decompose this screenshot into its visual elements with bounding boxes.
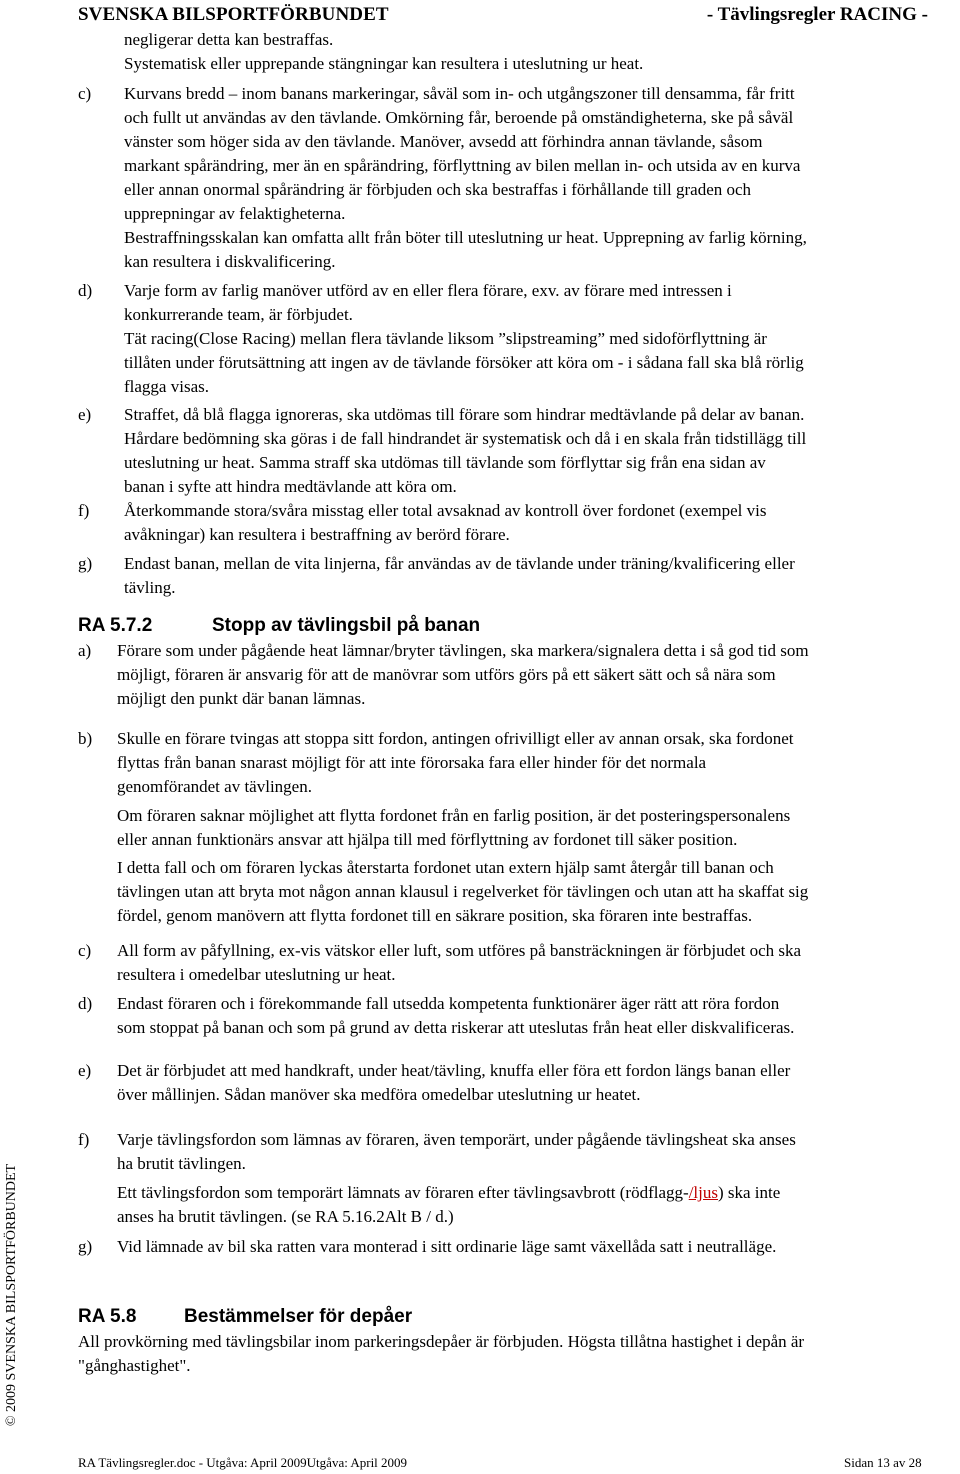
header-document-title: - Tävlingsregler RACING -	[706, 4, 928, 25]
body-line: tävlingen utan att bryta mot någon annan klausul i regelverket för tävlingen och utan att ha skaffat sig	[117, 882, 809, 901]
body-line: över mållinjen. Sådan manöver ska medföra omedelbar uteslutning ur heatet.	[117, 1085, 641, 1104]
item-label: g)	[78, 1237, 93, 1256]
body-line: Återkommande stora/svåra misstag eller total avsaknad av kontroll över fordonet (exempel vis	[124, 501, 767, 520]
section-title: Stopp av tävlingsbil på banan	[212, 615, 481, 636]
body-line: genomförandet av tävlingen.	[117, 777, 312, 796]
item-label: c)	[78, 941, 92, 960]
body-line	[117, 1181, 780, 1205]
body-line: Tät racing(Close Racing) mellan flera tävlande liksom ”slipstreaming” med sidoförflyttning är	[124, 329, 767, 348]
body-line: eller annan funktionärs ansvar att hjälpa till med förflyttning av fordonet till säker position.	[117, 830, 738, 849]
body-line: All form av påfyllning, ex-vis vätskor eller luft, som utföres på bansträckningen är förbjudet och ska	[117, 941, 802, 960]
body-line: uteslutning ur heat. Samma straff ska utdömas till tävlande som förflyttar sig från ena sidan av	[124, 453, 766, 472]
body-text: ) ska inte	[717, 1183, 781, 1202]
body-line: fördel, genom manövern att flytta fordonet till en säkrare position, ska föraren inte bestraffas.	[117, 906, 753, 925]
section-number: RA 5.7.2	[78, 615, 153, 636]
body-line: Hårdare bedömning ska göras i de fall hindrandet är systematisk och då i en skala från tidstillägg till	[124, 429, 807, 448]
body-line: negligerar detta kan bestraffas.	[124, 30, 334, 49]
item-label: g)	[78, 554, 93, 573]
body-line: Endast banan, mellan de vita linjerna, får användas av de tävlande under träning/kvalificering eller	[124, 554, 795, 573]
section-title: Bestämmelser för depåer	[184, 1306, 413, 1327]
body-line: eller annan onormal spårändring är förbjuden och ska bestraffas i förhållande till graden och	[124, 180, 752, 199]
item-label: d)	[78, 994, 93, 1013]
body-line: möjligt, föraren är ansvarig för att de manövrar som utförs görs på ett säkert sätt och så nära som	[117, 665, 776, 684]
item-label: e)	[78, 1061, 92, 1080]
copyright-text: © 2009 SVENSKA BILSPORTFÖRBUNDET	[4, 1163, 19, 1427]
body-line: upprepningar av felaktigheterna.	[124, 204, 346, 223]
body-line: I detta fall och om föraren lyckas återstarta fordonet utan extern hjälp samt återgår till banan och	[117, 858, 774, 877]
page-header	[78, 4, 928, 28]
item-label: f)	[78, 501, 90, 520]
body-line: markant spårändring, mer än en spårändring, förflyttning av bilen mellan in- och utsida av en kurva	[124, 156, 801, 175]
body-line: banan i syfte att hindra medtävlande att köra om.	[124, 477, 457, 496]
body-line: Varje form av farlig manöver utförd av en eller flera förare, exv. av förare med intressen i	[124, 281, 732, 300]
body-line: "gånghastighet".	[78, 1356, 191, 1375]
body-line: kan resultera i diskvalificering.	[124, 252, 336, 271]
body-line: Skulle en förare tvingas att stoppa sitt fordon, antingen ofrivilligt eller av annan orsak, ska fordonet	[117, 729, 794, 748]
body-line: Bestraffningsskalan kan omfatta allt från böter till uteslutning ur heat. Upprepning av farlig körning,	[124, 228, 807, 247]
item-label: f)	[78, 1130, 90, 1149]
body-line: flagga visas.	[124, 377, 209, 396]
body-line: konkurrerande team, är förbjudet.	[124, 305, 353, 324]
body-line: tillåten under förutsättning att ingen av de tävlande försöker att köra om - i sådana fall ska blå rörlig	[124, 353, 804, 372]
body-line: tävling.	[124, 578, 176, 597]
body-line: Endast föraren och i förekommande fall utsedda kompetenta funktionärer äger rätt att röra fordon	[117, 994, 780, 1013]
body-line: möjligt den punkt där banan lämnas.	[117, 689, 366, 708]
body-line: resultera i omedelbar uteslutning ur heat.	[117, 965, 396, 984]
item-label: b)	[78, 729, 93, 748]
body-line: flyttas från banan snarast möjligt för att inte förorsaka fara eller hinder för det normala	[117, 753, 707, 772]
body-text: Ett tävlingsfordon som temporärt lämnats av föraren efter tävlingsavbrott (rödflagg-	[117, 1183, 689, 1202]
tracked-change-insertion: /ljus	[688, 1183, 718, 1202]
body-line: vänster som höger sida av den tävlande. Manöver, avsedd att förhindra annan tävlande, såsom	[124, 132, 763, 151]
body-line: Det är förbjudet att med handkraft, under heat/tävling, knuffa eller föra ett fordon längs banan eller	[117, 1061, 791, 1080]
body-line: Vid lämnade av bil ska ratten vara monterad i sitt ordinarie läge samt växellåda satt i neutralläge.	[117, 1237, 777, 1256]
body-line: som stoppat på banan och som på grund av detta riskerar att uteslutas från heat eller diskvalificeras.	[117, 1018, 795, 1037]
item-label: e)	[78, 405, 92, 424]
footer-page-number: Sidan 13 av 28	[844, 1455, 922, 1470]
body-line: och fullt ut användas av den tävlande. Omkörning får, beroende på omständigheterna, ske på såväl	[124, 108, 794, 127]
body-line: ha brutit tävlingen.	[117, 1154, 246, 1173]
body-line: Systematisk eller upprepande stängningar kan resultera i uteslutning ur heat.	[124, 54, 644, 73]
sidebar-copyright	[0, 1150, 24, 1440]
footer-filename: RA Tävlingsregler.doc - Utgåva: April 2009Utgåva: April 2009	[78, 1455, 408, 1470]
body-line: Om föraren saknar möjlighet att flytta fordonet från en farlig position, är det posteringspersonalens	[117, 806, 791, 825]
section-number: RA 5.8	[78, 1306, 137, 1327]
item-label: a)	[78, 641, 92, 660]
body-line: Kurvans bredd – inom banans markeringar, såväl som in- och utgångszoner till densamma, får fritt	[124, 84, 795, 103]
body-line: anses ha brutit tävlingen. (se RA 5.16.2Alt B / d.)	[117, 1207, 454, 1226]
header-organization: SVENSKA BILSPORTFÖRBUNDET	[78, 4, 389, 25]
body-line: Straffet, då blå flagga ignoreras, ska utdömas till förare som hindrar medtävlande på delar av banan.	[124, 405, 805, 424]
item-label: c)	[78, 84, 92, 103]
body-line: All provkörning med tävlingsbilar inom parkeringsdepåer är förbjuden. Högsta tillåtna hastighet i depån är	[78, 1332, 805, 1351]
body-line: avåkningar) kan resultera i bestraffning av berörd förare.	[124, 525, 510, 544]
body-line: Förare som under pågående heat lämnar/bryter tävlingen, ska markera/signalera detta i så god tid som	[117, 641, 809, 660]
body-line: Varje tävlingsfordon som lämnas av föraren, även temporärt, under pågående tävlingsheat ska anses	[117, 1130, 796, 1149]
item-label: d)	[78, 281, 93, 300]
